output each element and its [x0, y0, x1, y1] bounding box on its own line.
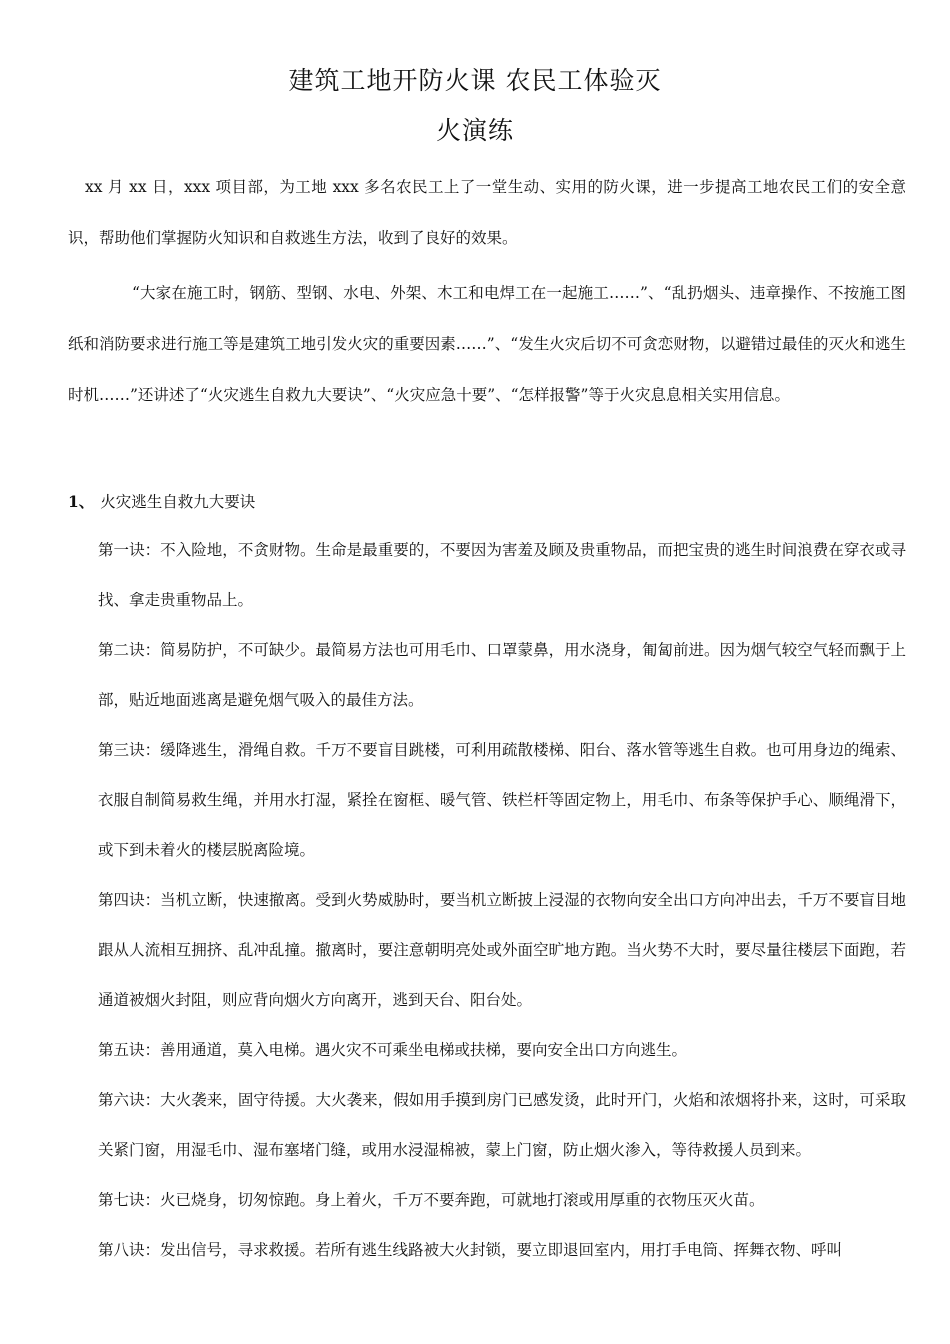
list-item: 第一诀：不入险地，不贪财物。生命是最重要的，不要因为害羞及顾及贵重物品，而把宝贵的逃生时间浪费在穿衣或寻找、拿走贵重物品上。 — [98, 541, 906, 609]
section-number: 1、 — [68, 492, 95, 511]
escape-tips-list — [98, 525, 906, 1275]
section-heading — [68, 476, 255, 528]
list-item: 第二诀：简易防护，不可缺少。最简易方法也可用毛巾、口罩蒙鼻，用水浇身，匍匐前进。因为烟气较空气轻而飘于上部，贴近地面逃离是避免烟气吸入的最佳方法。 — [98, 641, 906, 709]
list-item: 第六诀：大火袭来，固守待援。大火袭来，假如用手摸到房门已感发烫，此时开门，火焰和浓烟将扑来，这时，可采取关紧门窗，用湿毛巾、湿布塞堵门缝，或用水浸湿棉被，蒙上门窗，防止烟火渗入，等待救援人员到来。 — [98, 1091, 906, 1159]
intro-paragraph: xx 月 xx 日，xxx 项目部，为工地 xxx 多名农民工上了一堂生动、实用的防火课，进一步提高工地农民工们的安全意识，帮助他们掌握防火知识和自救逃生方法，收到了良好的效果。 — [68, 178, 906, 247]
section-title: 火灾逃生自救九大要诀 — [100, 493, 256, 511]
list-item: 第三诀：缓降逃生，滑绳自救。千万不要盲目跳楼，可利用疏散楼梯、阳台、落水管等逃生自救。也可用身边的绳索、衣服自制简易救生绳，并用水打湿，紧拴在窗框、暖气管、铁栏杆等固定物上，用毛巾、布条等保护手心、顺绳滑下，或下到未着火的楼层脱离险境。 — [98, 741, 906, 859]
list-item: 第五诀：善用通道，莫入电梯。遇火灾不可乘坐电梯或扶梯，要向安全出口方向逃生。 — [98, 1041, 688, 1059]
document-title-line-1: 建筑工地开防火课 农民工体验灭 — [288, 66, 662, 95]
list-item: 第七诀：火已烧身，切匆惊跑。身上着火，千万不要奔跑，可就地打滚或用厚重的衣物压灭火苗。 — [98, 1191, 765, 1209]
list-item: 第四诀：当机立断，快速撤离。受到火势威胁时，要当机立断披上浸湿的衣物向安全出口方向冲出去，千万不要盲目地跟从人流相互拥挤、乱冲乱撞。撤离时，要注意朝明亮处或外面空旷地方跑。当火势不大时，要尽量往楼层下面跑，若通道被烟火封阻，则应背向烟火方向离开，逃到天台、阳台处。 — [98, 891, 906, 1009]
list-item: 第八诀：发出信号，寻求救援。若所有逃生线路被大火封锁，要立即退回室内，用打手电筒、挥舞衣物、呼叫 — [98, 1241, 843, 1259]
document-title-line-2: 火演练 — [435, 116, 514, 145]
quote-paragraph: “大家在施工时，钢筋、型钢、水电、外架、木工和电焊工在一起施工……”、“乱扔烟头、违章操作、不按施工图纸和消防要求进行施工等是建筑工地引发火灾的重要因素……”、“发生火灾后切不可贪恋财物，以避错过最佳的灭火和逃生时机……”还讲述了“火灾逃生自救九大要诀”、“火灾应急十要”、“怎样报警”等于火灾息息相关实用信息。 — [68, 284, 906, 404]
